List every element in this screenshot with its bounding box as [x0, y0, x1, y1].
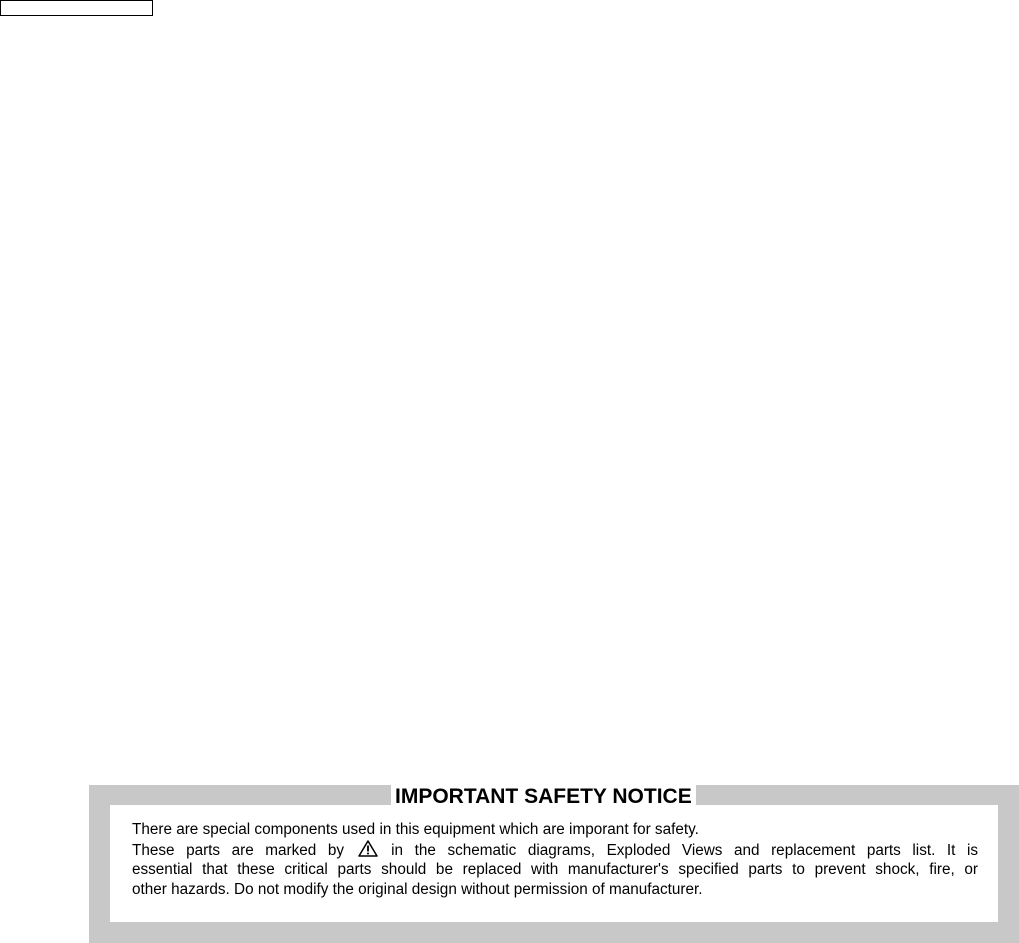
- notice-line-2-start: These parts are marked by: [132, 841, 345, 859]
- safety-notice-body: [132, 820, 978, 899]
- safety-notice-panel: [89, 785, 1019, 943]
- warning-triangle-icon: [358, 840, 378, 857]
- notice-line-1: There are special components used in this equipment which are imporant for safety.: [132, 821, 699, 838]
- notice-line-2-end: in the schematic diagrams, Exploded Views and replacement parts list. It is: [391, 841, 978, 859]
- header-label-box: [0, 0, 153, 16]
- notice-line-2: [132, 840, 978, 861]
- notice-line-3: essential that these critical parts should be replaced with manufacturer's specified parts to prevent shock, fire, or: [132, 861, 978, 878]
- safety-notice-title: IMPORTANT SAFETY NOTICE: [391, 785, 696, 807]
- notice-line-4: other hazards. Do not modify the original design without permission of manufacturer.: [132, 880, 703, 898]
